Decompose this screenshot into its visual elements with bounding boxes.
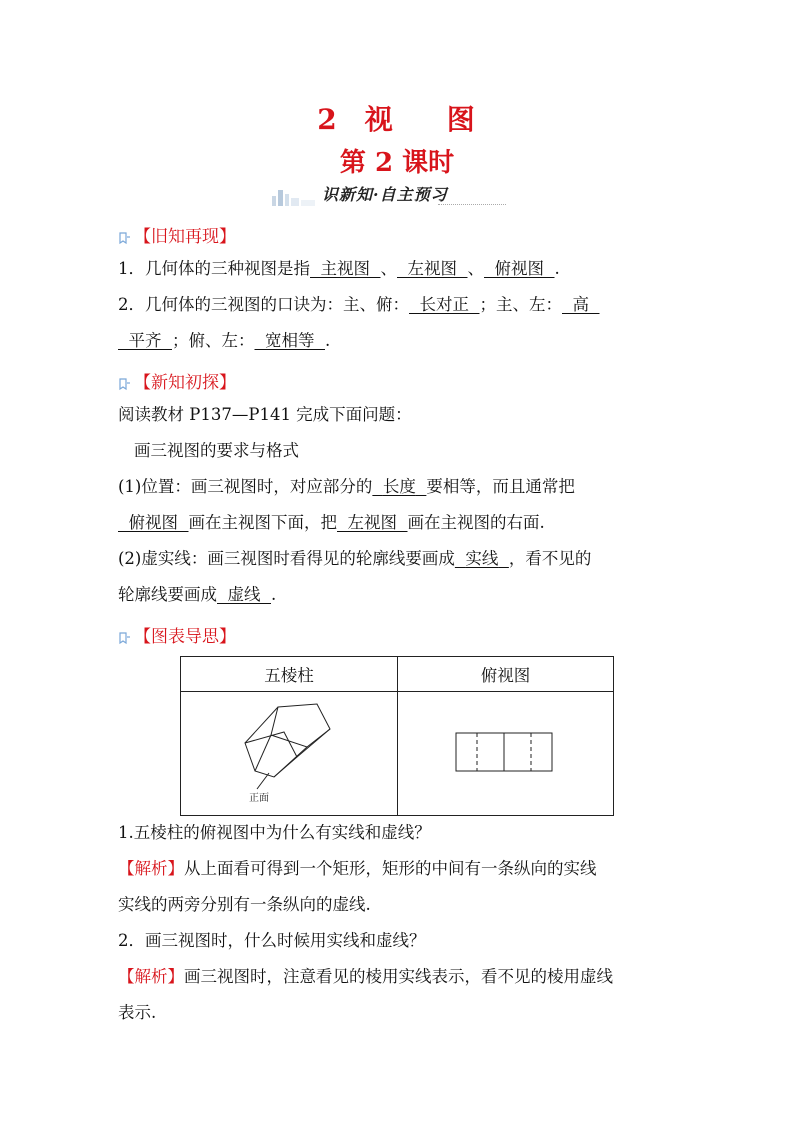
front-label: 正面 bbox=[249, 792, 269, 804]
question-2: 2．画三视图时，什么时候用实线和虚线？ bbox=[118, 931, 426, 950]
answer-1-line2: 实线的两旁分别有一条纵向的虚线. bbox=[118, 895, 371, 914]
chapter-title: 2 视 图 bbox=[317, 103, 477, 136]
bookmark-icon bbox=[118, 631, 132, 645]
answer-left-view: 左视图 bbox=[407, 259, 457, 278]
answer-top-view-2: 俯视图 bbox=[128, 513, 178, 532]
top-view-rectangle bbox=[451, 727, 561, 777]
banner-underline bbox=[438, 204, 506, 205]
answer-top-view: 俯视图 bbox=[494, 259, 544, 278]
answer-2-line1: 【解析】画三视图时，注意看见的棱用实线表示，看不见的棱用虚线 bbox=[118, 967, 613, 986]
explore-p1-line1: (1)位置：画三视图时，对应部分的 长度 要相等，而且通常把 bbox=[118, 477, 575, 496]
answer-length: 长度 bbox=[382, 477, 416, 496]
building-decoration-icon bbox=[270, 186, 318, 206]
review-q2-line1: 2．几何体的三视图的口诀为：主、俯： 长对正 ；主、左： 高 bbox=[118, 294, 600, 316]
section-review-heading: 【旧知再现】 bbox=[118, 222, 236, 244]
explore-p2-line1: (2)虚实线：画三视图时看得见的轮廓线要画成 实线 ，看不见的 bbox=[118, 549, 592, 568]
bookmark-icon bbox=[118, 377, 132, 391]
answer-main-view: 主视图 bbox=[320, 259, 370, 278]
table-header-topview: 俯视图 bbox=[398, 657, 614, 692]
analysis-tag: 【解析】 bbox=[118, 967, 184, 986]
lesson-title: 第 2 课时 bbox=[339, 148, 455, 178]
answer-wide-equal: 宽相等 bbox=[265, 331, 315, 350]
review-q2-line2: 平齐 ；俯、左： 宽相等 . bbox=[118, 330, 330, 352]
answer-left-view-2: 左视图 bbox=[347, 513, 397, 532]
analysis-tag: 【解析】 bbox=[118, 859, 184, 878]
explore-p2-line2: 轮廓线要画成 虚线 . bbox=[118, 585, 277, 604]
answer-1-line1: 【解析】从上面看可得到一个矩形，矩形的中间有一条纵向的实线 bbox=[118, 859, 597, 878]
table-header-prism: 五棱柱 bbox=[181, 657, 398, 692]
table-cell-prism bbox=[181, 692, 398, 816]
banner-text: 识新知·自主预习 bbox=[322, 185, 448, 204]
explore-p1-line2: 俯视图 画在主视图下面，把 左视图 画在主视图的右面. bbox=[118, 512, 545, 534]
answer-2-line2: 表示. bbox=[118, 1003, 157, 1022]
question-1: 1.五棱柱的俯视图中为什么有实线和虚线？ bbox=[118, 823, 431, 842]
answer-solid-line: 实线 bbox=[465, 549, 499, 568]
bookmark-icon bbox=[118, 231, 132, 245]
answer-high-part2: 平齐 bbox=[128, 331, 162, 350]
explore-read: 阅读教材 P137—P141 完成下面问题： bbox=[118, 405, 412, 424]
table-cell-topview bbox=[398, 692, 614, 816]
answer-dashed-line: 虚线 bbox=[227, 585, 261, 604]
comparison-table bbox=[180, 656, 614, 816]
section-guide-heading: 【图表导思】 bbox=[118, 622, 236, 644]
answer-high-part1: 高 bbox=[572, 295, 589, 314]
pentagonal-prism-figure bbox=[229, 697, 349, 807]
section-explore-heading: 【新知初探】 bbox=[118, 368, 236, 390]
section-banner bbox=[270, 182, 510, 208]
explore-subtitle: 画三视图的要求与格式 bbox=[134, 441, 299, 460]
answer-long-align: 长对正 bbox=[419, 295, 469, 314]
review-q1: 1．几何体的三种视图是指 主视图 、 左视图 、 俯视图 . bbox=[118, 259, 560, 278]
